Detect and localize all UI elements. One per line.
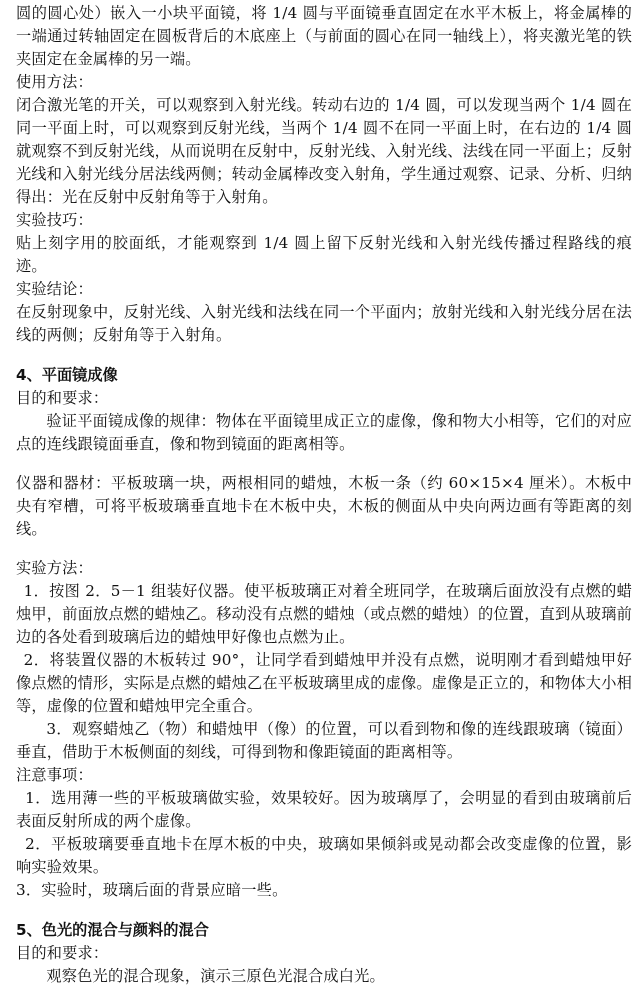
section5-purpose-label: 目的和要求： (16, 944, 109, 962)
paragraph-spacer (16, 456, 632, 472)
section4-note-3: 3．实验时，玻璃后面的背景应暗一些。 (16, 881, 288, 899)
section-spacer (16, 902, 632, 919)
section4-method-label: 实验方法： (16, 559, 93, 577)
section3-method-paragraph: 闭合激光笔的开关，可以观察到入射光线。转动右边的 1/4 圆，可以发现当两个 1/4 圆在同一平面上时，可以观察到反射光线，当两个 1/4 圆不在同一平面上时，在右边的 1/4 圆就观察不到反射光线，从而说明在反射中，反射光线、入射光线、法线在同一平面上；反射光线和入射光线分居法线两侧；转动金属棒改变入射角，学生通过观察、记录、分析、归纳得出：光在反射中反射角等于入射角。 (16, 96, 632, 206)
section3-method-label: 使用方法： (16, 73, 93, 91)
section5-heading: 5、色光的混合与颜料的混合 (16, 921, 209, 939)
section3-conclusion-paragraph: 在反射现象中，反射光线、入射光线和法线在同一个平面内；放射光线和入射光线分居在法线的两侧；反射角等于入射角。 (16, 303, 632, 344)
section3-conclusion-label: 实验结论： (16, 280, 93, 298)
section3-tips-label: 实验技巧： (16, 211, 93, 229)
section4-note-2: 2．平板玻璃要垂直地卡在厚木板的中央，玻璃如果倾斜或晃动都会改变虚像的位置，影响实验效果。 (16, 835, 632, 876)
section4-step-1: 1．按图 2．5－1 组装好仪器。使平板玻璃正对着全班同学，在玻璃后面放没有点燃的蜡烛甲，前面放点燃的蜡烛乙。移动没有点燃的蜡烛（或点燃的蜡烛）的位置，直到从玻璃前边的各处看到玻璃后边的蜡烛甲好像也点燃为止。 (16, 582, 632, 646)
section5-purpose-paragraph: 观察色光的混合现象，演示三原色光混合成白光。 (46, 967, 385, 985)
section4-purpose-label: 目的和要求： (16, 389, 109, 407)
section4-heading: 4、平面镜成像 (16, 366, 118, 384)
section4-step-2: 2．将装置仪器的木板转过 90°，让同学看到蜡烛甲并没有点燃，说明刚才看到蜡烛甲好像点燃的情形，实际是点燃的蜡烛乙在平板玻璃里成的虚像。虚像是正立的，和物体大小相等，虚像的位置和蜡烛甲完全重合。 (16, 651, 632, 715)
paragraph-spacer (16, 541, 632, 557)
section4-step-3: 3．观察蜡烛乙（物）和蜡烛甲（像）的位置，可以看到物和像的连线跟玻璃（镜面）垂直，借助于木板侧面的刻线，可得到物和像距镜面的距离相等。 (16, 720, 632, 761)
section-spacer (16, 347, 632, 364)
section4-equipment-paragraph: 仪器和器材：平板玻璃一块，两根相同的蜡烛，木板一条（约 60×15×4 厘米）。木板中央有窄槽，可将平板玻璃垂直地卡在木板中央，木板的侧面从中央向两边画有等距离的刻线。 (16, 474, 632, 538)
section4-notes-label: 注意事项： (16, 766, 93, 784)
section4-note-1: 1．选用薄一些的平板玻璃做实验，效果较好。因为玻璃厚了，会明显的看到由玻璃前后表面反射所成的两个虚像。 (16, 789, 632, 830)
section4-purpose-paragraph: 验证平面镜成像的规律：物体在平面镜里成正立的虚像，像和物大小相等，它们的对应点的连线跟镜面垂直，像和物到镜面的距离相等。 (16, 412, 632, 453)
section3-intro-paragraph: 圆的圆心处）嵌入一小块平面镜，将 1/4 圆与平面镜垂直固定在水平木板上，将金属棒的一端通过转轴固定在圆板背后的木底座上（与前面的圆心在同一轴线上），将夹激光笔的铁夹固定在金属棒的另一端。 (16, 4, 632, 68)
section3-tips-paragraph: 贴上刻字用的胶面纸，才能观察到 1/4 圆上留下反射光线和入射光线传播过程路线的痕迹。 (16, 234, 632, 275)
